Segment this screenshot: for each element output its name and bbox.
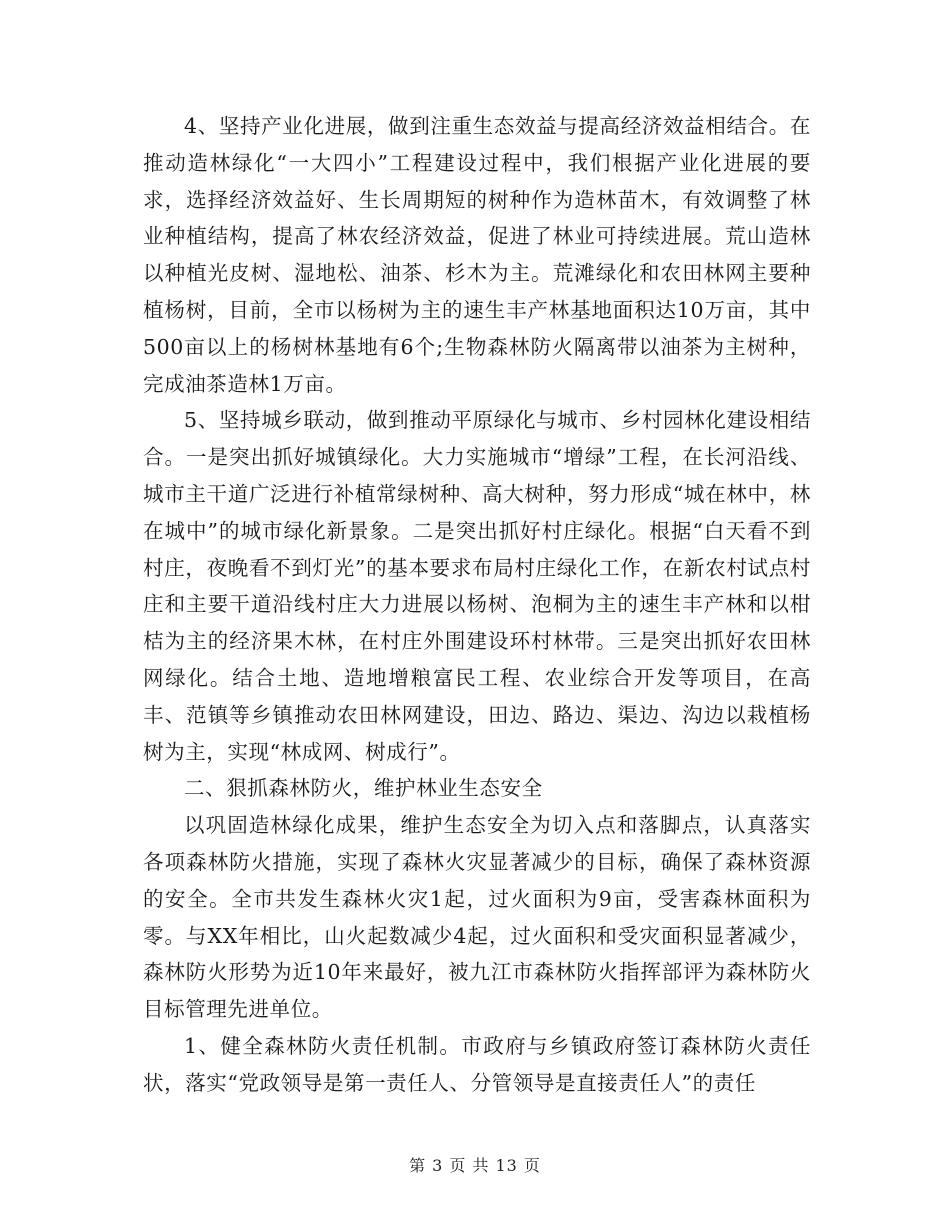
total-pages-number: 13	[495, 1156, 518, 1175]
paragraph-industrialization: 4、坚持产业化进展，做到注重生态效益与提高经济效益相结合。在推动造林绿化“一大四小”工程建设过程中，我们根据产业化进展的要求，选择经济效益好、生长周期短的树种作为造林苗木，有效调整了林业种植结构，提高了林农经济效益，促进了林业可持续进展。荒山造林以种植光皮树、湿地松、油茶、杉木为主。荒滩绿化和农田林网主要种植杨树，目前，全市以杨树为主的速生丰产林基地面积达10万亩，其中500亩以上的杨树林基地有6个;生物森林防火隔离带以油茶为主树种，完成油茶造林1万亩。	[143, 114, 811, 396]
document-body	[143, 108, 811, 1102]
paragraph-responsibility-mechanism: 1、健全森林防火责任机制。市政府与乡镇政府签订森林防火责任状，落实“党政领导是第一责任人、分管领导是直接责任人”的责任	[143, 1033, 811, 1095]
current-page-number: 3	[432, 1156, 444, 1175]
footer-prefix: 第	[409, 1156, 427, 1175]
footer-suffix: 页	[523, 1156, 541, 1175]
page-footer	[0, 1153, 950, 1176]
footer-middle: 页 共	[449, 1156, 490, 1175]
paragraph-urban-rural-greening: 5、坚持城乡联动，做到推动平原绿化与城市、乡村园林化建设相结合。一是突出抓好城镇绿化。大力实施城市“增绿”工程，在长河沿线、城市主干道广泛进行补植常绿树种、高大树种，努力形成“城在林中，林在城中”的城市绿化新景象。二是突出抓好村庄绿化。根据“白天看不到村庄，夜晚看不到灯光”的基本要求布局村庄绿化工作，在新农村试点村庄和主要干道沿线村庄大力进展以杨树、泡桐为主的速生丰产林和以柑桔为主的经济果木林，在村庄外围建设环村林带。三是突出抓好农田林网绿化。结合土地、造地增粮富民工程、农业综合开发等项目，在高丰、范镇等乡镇推动农田林网建设，田边、路边、渠边、沟边以栽植杨树为主，实现“林成网、树成行”。	[143, 408, 811, 764]
section-heading-fire-prevention: 二、狠抓森林防火，维护林业生态安全	[184, 776, 543, 801]
paragraph-fire-prevention: 以巩固造林绿化成果，维护生态安全为切入点和落脚点，认真落实各项森林防火措施，实现了森林火灾显著减少的目标，确保了森林资源的安全。全市共发生森林火灾1起，过火面积为9亩，受害森林面积为零。与XX年相比，山火起数减少4起，过火面积和受灾面积显著减少，森林防火形势为近10年来最好，被九江市森林防火指挥部评为森林防火目标管理先进单位。	[143, 813, 811, 1022]
